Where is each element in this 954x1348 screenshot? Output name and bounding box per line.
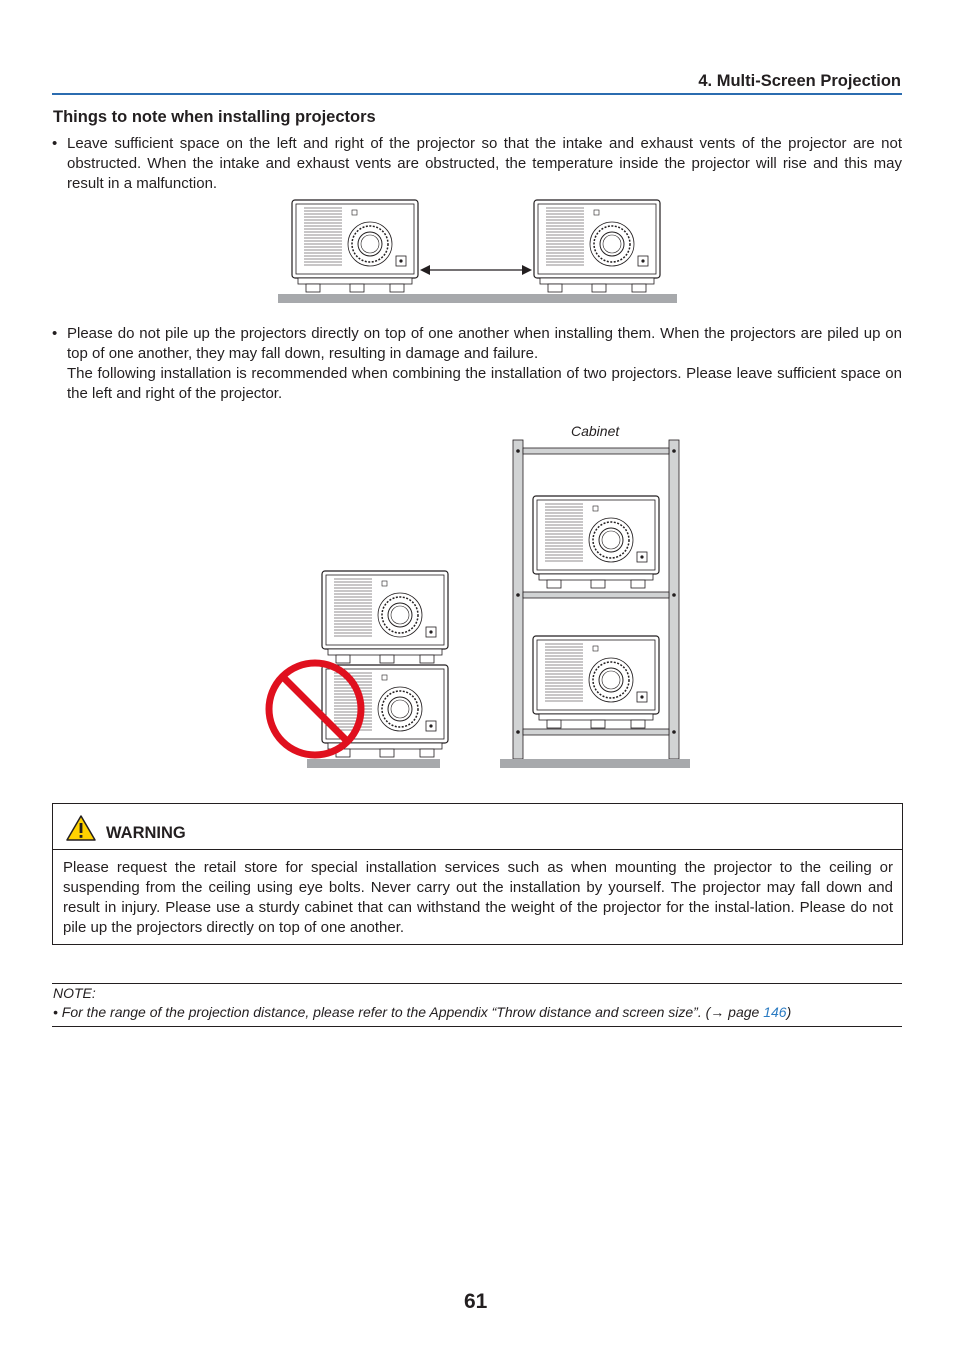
section-title: Things to note when installing projectors [53, 108, 376, 126]
warning-box [52, 803, 903, 945]
section-header: 4. Multi-Screen Projection [698, 72, 901, 90]
cabinet-label: Cabinet [571, 423, 620, 439]
bullet-dot: • [52, 325, 58, 342]
floor-right [500, 759, 690, 768]
note-label: NOTE: [53, 985, 96, 1001]
page-number: 61 [464, 1290, 488, 1313]
bullet-text: Please do not pile up the projectors directly on top of one another when installing them. When the projectors are piled up on top of one another, they may fall down, resulting in damage and failure. [67, 325, 902, 362]
floor-left [307, 759, 440, 768]
projector-stacked-top [322, 571, 448, 663]
note-text-before: • For the range of the projection distance, please refer to the Appendix “Throw distance and screen size”. (→ page [53, 1004, 764, 1020]
projector-cabinet-bottom [533, 636, 659, 728]
note-text [53, 1004, 791, 1020]
bullet-text-continued: The following installation is recommended when combining the installation of two projectors. Please leave sufficient space on the left and right of the projector. [67, 365, 902, 402]
note-divider-bottom [52, 1026, 902, 1027]
projector-cabinet-top [533, 496, 659, 588]
warning-label: WARNING [106, 824, 186, 842]
note-divider-top [52, 983, 902, 984]
warning-icon [65, 814, 97, 842]
warning-text: Please request the retail store for special installation services such as when mounting the projector to the ceiling or suspending from the ceiling using eye bolts. Never carry out the installation by yourself. The projector may fall down and result in injury. Please use a sturdy cabinet that can withstand the weight of the projector for the instal-lation. Please do not pile up the projectors directly on top of one another. [63, 859, 893, 936]
bullet-dot: • [52, 135, 58, 152]
page-link[interactable]: 146 [763, 1004, 787, 1020]
warning-header [53, 804, 902, 850]
bullet-text: Leave sufficient space on the left and right of the projector so that the intake and exhaust vents of the projector are not obstructed. When the intake and exhaust vents are obstructed, the temperature inside the projector will rise and this may result in a malfunction. [67, 135, 902, 192]
note-text-after: ) [786, 1004, 792, 1020]
